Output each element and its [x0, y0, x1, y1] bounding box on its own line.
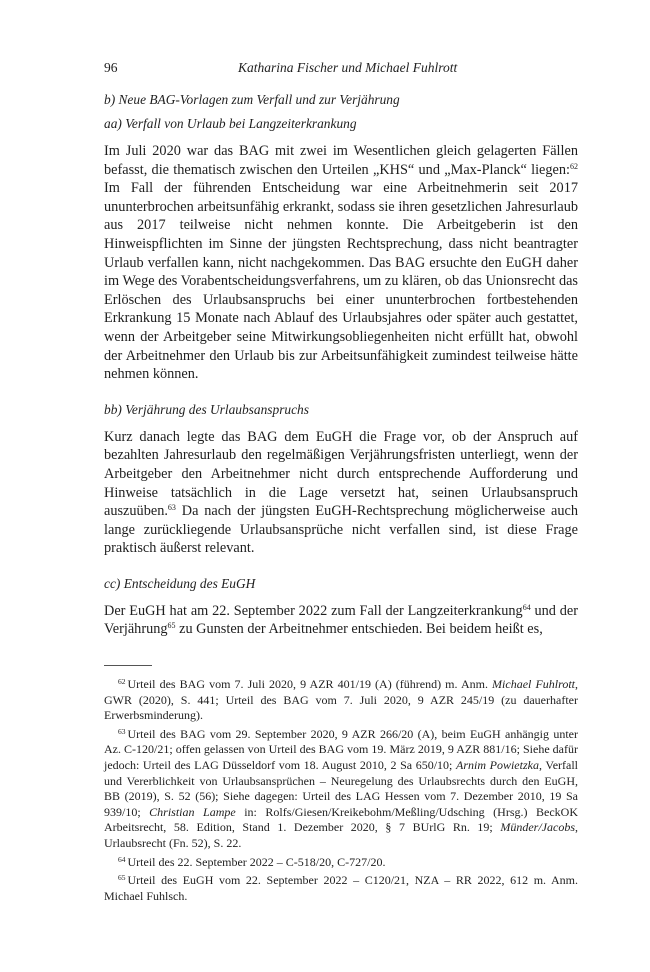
paragraph-bb-text-1: Kurz danach legte das BAG dem EuGH die Frage vor, ob der Anspruch auf bezahlten Jahresurlaub den regelmäßigen Verjährungsfristen unterliegt, wenn der Arbeitgeber den Arbeitnehmer nicht durch entsprechende Aufforderung und Hinweise tatsächlich in die Lage versetzt hat, seinen Urlaubsanspruch auszuüben. [104, 428, 578, 520]
paragraph-cc-text-1: Der EuGH hat am 22. September 2022 zum Fall der Langzeiterkrankung [104, 602, 523, 619]
footnote-ref-62[interactable]: 62 [570, 161, 578, 171]
running-header-authors: Katharina Fischer und Michael Fuhlrott [238, 60, 458, 75]
footnote-number: 65 [118, 873, 126, 883]
footnote-author: Arnim Powietzka [456, 758, 539, 773]
footnote-ref-65[interactable]: 65 [167, 621, 176, 631]
paragraph-bb-text-2: Da nach der jüngsten EuGH-Rechtsprechung möglicherweise auch lange zurückliegende Urlaubsansprüche nicht verfallen sind, ist diese Frage praktisch äußerst relevant. [104, 503, 578, 557]
footnote-separator [104, 665, 152, 666]
footnote-author: Christian Lampe [149, 804, 236, 819]
footnote-author: Michael Fuhlrott [492, 677, 576, 692]
paragraph-cc [104, 602, 578, 639]
footnote-ref-64[interactable]: 64 [522, 602, 531, 612]
footnote-62 [104, 674, 578, 724]
page-number: 96 [104, 60, 118, 75]
paragraph-aa-text-1: Im Juli 2020 war das BAG mit zwei im Wesentlichen gleich gelagerten Fällen befasst, die thematisch zwischen den Urteilen „KHS“ und „Max-Planck“ liegen: [104, 143, 578, 178]
footnotes [104, 674, 578, 904]
footnote-text: Urteil des EuGH vom 22. September 2022 – C120/21, NZA – RR 2022, 612 m. Anm. Michael Fuhlsch. [104, 873, 578, 903]
footnote-text: , Verfall und Vererblichkeit von Urlaubsansprüchen – Neuregelung des Urlaubsrechts durch den EuGH, BB (2019), S. 52 (56); Siehe dagegen: Urteil des LAG Hessen vom 7. Dezember 2010, 19 Sa 939/10; [104, 758, 579, 819]
section-heading-b: b) Neue BAG-Vorlagen zum Verfall und zur Verjährung [104, 92, 400, 107]
paragraph-cc-text-2: und der Verjährung [104, 602, 578, 638]
section-heading-aa: aa) Verfall von Urlaub bei Langzeiterkrankung [104, 116, 357, 131]
footnote-64 [104, 852, 578, 871]
section-heading-cc: cc) Entscheidung des EuGH [104, 575, 256, 591]
paragraph-aa [104, 142, 578, 384]
section-heading-bb: bb) Verjährung des Urlaubsanspruchs [104, 401, 309, 417]
paragraph-cc-text-3: zu Gunsten der Arbeitnehmer entschieden. Bei beidem heißt es, [175, 621, 543, 638]
footnote-number: 62 [118, 677, 126, 687]
book-page [104, 56, 578, 904]
footnote-text: , GWR (2020), S. 441; Urteil des BAG vom 7. Juli 2020, 9 AZR 245/19 (zu dauerhafter Erwerbsminderung). [104, 677, 579, 723]
footnote-65 [104, 870, 578, 904]
running-header [104, 56, 578, 80]
footnote-text: , Urlaubsrecht (Fn. 52), S. 22. [104, 820, 578, 850]
paragraph-bb [104, 428, 578, 558]
footnote-text: Urteil des BAG vom 29. September 2020, 9 AZR 266/20 (A), beim EuGH anhängig unter Az. C-120/21; offen gelassen von Urteil des BAG vom 19. März 2019, 9 AZR 881/16; Siehe dafür jedoch: Urteil des LAG Düsseldorf vom 18. August 2010, 2 Sa 650/10; [104, 726, 578, 773]
footnote-text: Urteil des BAG vom 7. Juli 2020, 9 AZR 401/19 (A) (führend) m. Anm. [127, 677, 493, 692]
footnote-ref-63[interactable]: 63 [167, 503, 176, 513]
footnote-text: in: Rolfs/Giesen/Kreikebohm/Meßling/Udsching (Hrsg.) BeckOK Arbeitsrecht, 58. Edition, Stand 1. Dezember 2020, § 7 BUrlG Rn. 19; [104, 804, 578, 835]
footnote-number: 64 [118, 854, 126, 864]
paragraph-aa-text-2: Im Fall der führenden Entscheidung war eine Arbeitnehmerin seit 2017 ununterbrochen arbeitsunfähig erkrankt, sodass sie ihren gesetzlichen Jahresurlaub aus 2017 teilweise nicht nehmen konnte. Die Arbeitgeberin ist den Hinweispflichten im Sinne der jüngsten Rechtsprechung, dass nicht beantragter Urlaub verfallen kann, nicht nachgekommen. Das BAG ersuchte den EuGH daher im Wege des Vorabentscheidungsverfahrens, um zu klären, ob das Unionsrecht das Erlöschen des Urlaubsanspruchs bei einer ununterbrochen fortbestehenden Erkrankung 15 Monate nach Ablauf des Urlaubsjahres oder später auch gestattet, wenn der Arbeitgeber seine Mitwirkungsobliegenheiten nicht erfüllt hat, obwohl der Arbeitnehmer den Urlaub bis zur Arbeitsunfähigkeit zumindest teilweise hätte nehmen können. [104, 180, 578, 383]
footnote-63 [104, 724, 578, 852]
footnote-author: Münder/Jacobs [500, 820, 575, 835]
footnote-text: Urteil des 22. September 2022 – C-518/20, C-727/20. [127, 854, 386, 869]
footnote-number: 63 [118, 726, 126, 736]
